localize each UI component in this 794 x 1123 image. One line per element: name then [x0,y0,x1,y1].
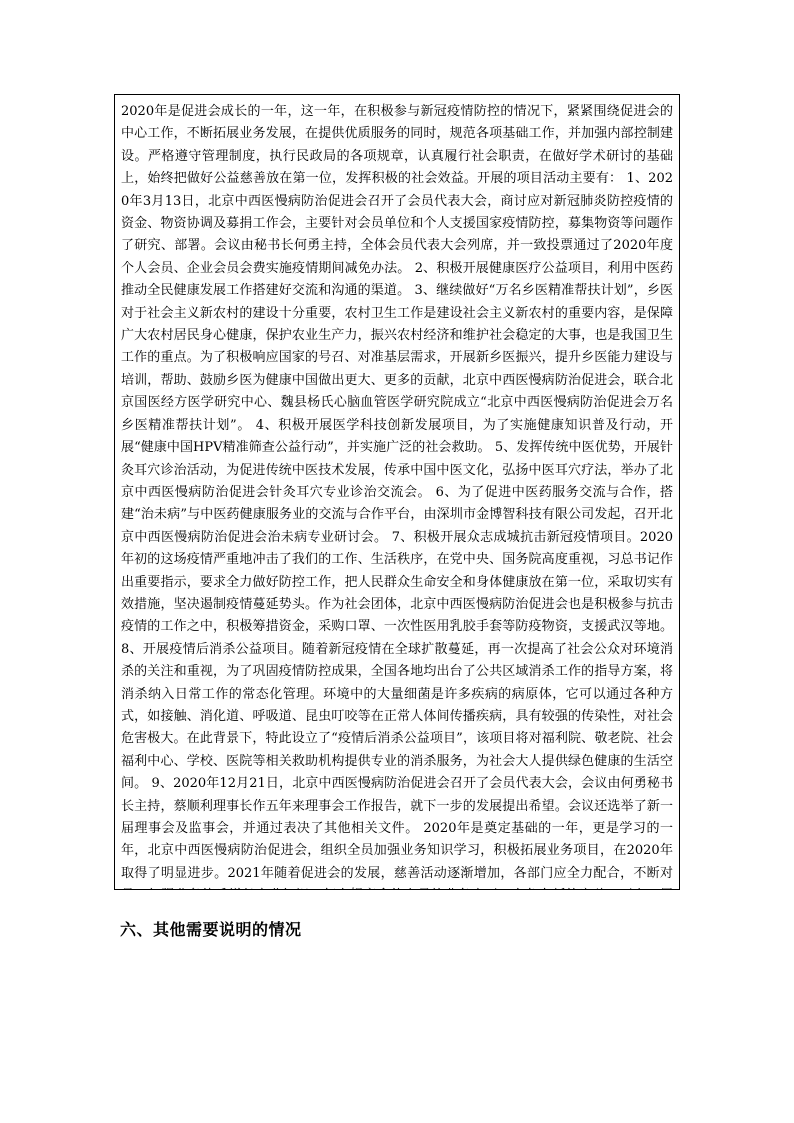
activity-summary-box [114,94,680,890]
section-heading-other-notes: 六、其他需要说明的情况 [120,920,302,939]
activity-summary-text: 2020年是促进会成长的一年，这一年，在积极参与新冠疫情防控的情况下，紧紧围绕促进会的中心工作，不断拓展业务发展，在提供优质服务的同时，规范各项基础工作，并加强内部控制建设。严格遵守管理制度，执行民政局的各项规章，认真履行社会职责，在做好学术研讨的基础上，始终把做好公益慈善放在第一位，发挥积极的社会效益。开展的项目活动主要有： 1、2020年3月13日，北京中西医慢病防治促进会召开了会员代表大会，商讨应对新冠肺炎防控疫情的资金、物资协调及募捐工作会，主要针对会员单位和个人支援国家疫情防控，募集物资等问题作了研究、部署。会议由秘书长何勇主持，全体会员代表大会列席，并一致投票通过了2020年度个人会员、企业会员会费实施疫情期间减免办法。 2、积极开展健康医疗公益项目，利用中医药推动全民健康发展工作搭建好交流和沟通的渠道。 3、继续做好“万名乡医精准帮扶计划”，乡医对于社会主义新农村的建设十分重要，农村卫生工作是建设社会主义新农村的重要内容，是保障广大农村居民身心健康，保护农业生产力，振兴农村经济和维护社会稳定的大事，也是我国卫生工作的重点。为了积极响应国家的号召、对准基层需求，开展新乡医振兴，提升乡医能力建设与培训，帮助、鼓励乡医为健康中国做出更大、更多的贡献，北京中西医慢病防治促进会，联合北京国医经方医学研究中心、魏县杨氏心脑血管医学研究院成立“北京中西医慢病防治促进会万名乡医精准帮扶计划”。 4、积极开展医学科技创新发展项目，为了实施健康知识普及行动，开展“健康中国HPV精准筛查公益行动”，并实施广泛的社会救助。 5、发挥传统中医优势，开展针灸耳穴诊治活动，为促进传统中医技术发展，传承中国中医文化，弘扬中医耳穴疗法，举办了北京中西医慢病防治促进会针灸耳穴专业诊治交流会。 6、为了促进中医药服务交流与合作，搭建“治未病”与中医药健康服务业的交流与合作平台，由深圳市金博智科技有限公司发起，召开北京中西医慢病防治促进会治未病专业研讨会。 7、积极开展众志成城抗击新冠疫情项目。2020年初的这场疫情严重地冲击了我们的工作、生活秩序，在党中央、国务院高度重视，习总书记作出重要指示，要求全力做好防控工作，把人民群众生命安全和身体健康放在第一位，采取切实有效措施，坚决遏制疫情蔓延势头。作为社会团体，北京中西医慢病防治促进会也是积极参与抗击疫情的工作之中，积极筹措资金，采购口罩、一次性医用乳胶手套等防疫物资，支援武汉等地。 8、开展疫情后消杀公益项目。随着新冠疫情在全球扩散蔓延，再一次提高了社会公众对环境消杀的关注和重视，为了巩固疫情防控成果，全国各地均出台了公共区域消杀工作的指导方案，将消杀纳入日常工作的常态化管理。环境中的大量细菌是许多疾病的病原体，它可以通过各种方式，如接触、消化道、呼吸道、昆虫叮咬等在正常人体间传播疾病，具有较强的传染性，对社会危害极大。在此背景下，特此设立了“疫情后消杀公益项目”，该项目将对福利院、敬老院、社会福利中心、学校、医院等相关救助机构提供专业的消杀服务，为社会大人提供绿色健康的生活空间。 9、2020年12月21日，北京中西医慢病防治促进会召开了会员代表大会，会议由何勇秘书长主持，蔡顺利理事长作五年来理事会工作报告，就下一步的发展提出希望。会议还选举了新一届理事会及监事会，并通过表决了其他相关文件。 2020年是奠定基础的一年，更是学习的一年，北京中西医慢病防治促进会，组织全员加强业务知识学习，积极拓展业务项目，在2020年取得了明显进步。2021年随着促进会的发展，慈善活动逐渐增加，各部门应全力配合，不断对 [121,104,673,881]
